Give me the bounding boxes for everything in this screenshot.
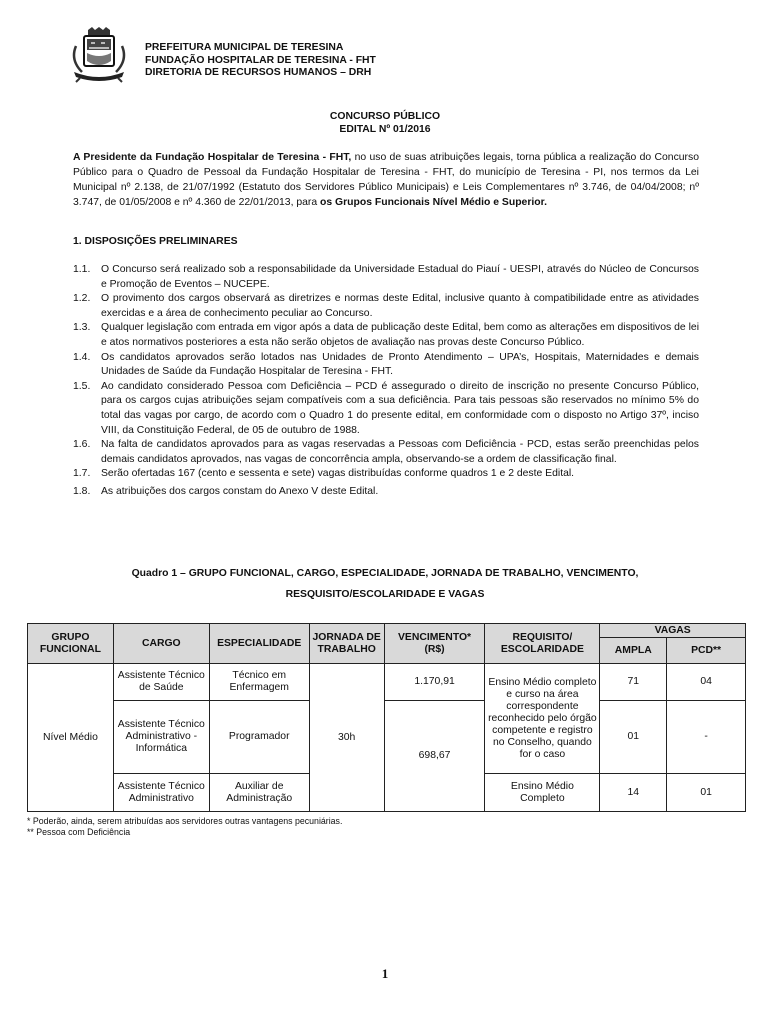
item-number: 1.7.	[73, 468, 91, 480]
list-item	[73, 380, 699, 438]
list-item	[73, 351, 699, 380]
list-item	[73, 321, 699, 350]
item-number: 1.8.	[73, 485, 91, 497]
cell-ampla: 14	[600, 774, 667, 812]
cell-ampla: 01	[600, 701, 667, 774]
intro-text: no uso de suas atribuições legais, torna pública a realização do Concurso Público para o Quadro de Pessoal da Fundação Hospitalar de Teresina - FHT, do município de Teresina - PI, nos termos da Lei Municipal nº 2.138, de 21/07/1992 (Estatuto dos Servidores Público Municipais) e Leis Complementares nº 3.746, de 04/04/2008; nº 3.747, de 01/05/2008 e nº 4.360 de 22/01/2013, para	[73, 152, 699, 208]
header-ampla: AMPLA	[600, 638, 667, 664]
vacancies-table	[27, 623, 746, 812]
list-item	[73, 485, 699, 500]
cell-requisito: Ensino Médio completo e curso na área correspondente reconhecido pelo órgão competente e registro no Conselho, quando for o caso	[485, 664, 600, 774]
intro-paragraph	[73, 150, 699, 210]
cell-especialidade: Programador	[209, 701, 309, 774]
item-number: 1.5.	[73, 380, 91, 392]
footnote-1: * Poderão, ainda, serem atribuídas aos servidores outras vantagens pecuniárias.	[27, 816, 343, 826]
quadro-title	[60, 563, 710, 605]
title-line-2: EDITAL Nº 01/2016	[339, 124, 431, 135]
item-number: 1.4.	[73, 351, 91, 363]
provisions-list	[73, 263, 699, 500]
table-footnotes	[27, 816, 342, 838]
cell-cargo: Assistente Técnico Administrativo	[113, 774, 209, 812]
item-number: 1.3.	[73, 322, 91, 334]
item-number: 1.1.	[73, 264, 91, 275]
cell-requisito: Ensino Médio Completo	[485, 774, 600, 812]
table-row	[28, 701, 746, 774]
list-item	[73, 438, 699, 467]
cell-cargo: Assistente Técnico Administrativo - Informática	[113, 701, 209, 774]
cell-pcd: 01	[667, 774, 746, 812]
cell-cargo: Assistente Técnico de Saúde	[113, 664, 209, 701]
header-grupo: GRUPO FUNCIONAL	[28, 624, 114, 664]
item-text: Ao candidato considerado Pessoa com Deficiência – PCD é assegurado o direito de inscrição no presente Concurso Público, para os cargos cujas atribuições sejam compatíveis com a sua deficiência. Para tais pessoas são reservados no mínimo 5% do total das vagas por cargo, de acordo com o Quadro 1 do presente edital, em conformidade com o disposto no Artigo 37º, inciso VIII, da Constituição Federal, de 05 de outubro de 1988.	[101, 380, 699, 436]
cell-jornada: 30h	[309, 664, 384, 812]
document-title	[0, 110, 770, 136]
cell-especialidade: Auxiliar de Administração	[209, 774, 309, 812]
title-line-1: CONCURSO PÚBLICO	[329, 111, 441, 122]
footnote-2: ** Pessoa com Deficiência	[27, 827, 131, 837]
header-line-2: FUNDAÇÃO HOSPITALAR DE TERESINA - FHT	[145, 54, 376, 66]
cell-ampla: 71	[600, 664, 667, 701]
header-vencimento: VENCIMENTO* (R$)	[384, 624, 485, 664]
header-requisito: REQUISITO/ ESCOLARIDADE	[485, 624, 600, 664]
intro-bold-end: os Grupos Funcionais Nível Médio e Superior.	[320, 197, 547, 208]
item-text: Os candidatos aprovados serão lotados nas Unidades de Pronto Atendimento – UPA’s, Hospitais, Maternidades e demais Unidades de Saúde da Fundação Hospitalar de Teresina - FHT.	[101, 351, 699, 378]
intro-bold-start: A Presidente da Fundação Hospitalar de Teresina - FHT,	[73, 152, 352, 163]
quadro-title-line-2: RESQUISITO/ESCOLARIDADE E VAGAS	[285, 589, 485, 600]
cell-pcd: -	[667, 701, 746, 774]
institution-header	[145, 42, 376, 80]
cell-especialidade: Técnico em Enfermagem	[209, 664, 309, 701]
item-text: Qualquer legislação com entrada em vigor após a data de publicação deste Edital, bem como as alterações em dispositivos de lei e atos normativos posteriores a esta não serão objetos de avaliação nas provas deste Concurso Público.	[101, 322, 699, 348]
list-item	[73, 292, 699, 321]
item-number: 1.2.	[73, 293, 91, 305]
cell-vencimento: 1.170,91	[384, 664, 485, 701]
item-text: As atribuições dos cargos constam do Anexo V deste Edital.	[101, 485, 379, 497]
item-text: Serão ofertadas 167 (cento e sessenta e sete) vagas distribuídas conforme quadros 1 e 2 deste Edital.	[101, 468, 575, 480]
item-text: O Concurso será realizado sob a responsabilidade da Universidade Estadual do Piauí - UESPI, através do Núcleo de Concursos e Promoção de Eventos – NUCEPE.	[101, 264, 699, 290]
teresina-coat-of-arms-icon	[70, 26, 128, 84]
header-line-3: DIRETORIA DE RECURSOS HUMANOS – DRH	[145, 67, 372, 78]
cell-vencimento: 698,67	[384, 701, 485, 812]
header-pcd: PCD**	[667, 638, 746, 664]
list-item	[73, 263, 699, 292]
cell-pcd: 04	[667, 664, 746, 701]
header-jornada: JORNADA DE TRABALHO	[309, 624, 384, 664]
item-number: 1.6.	[73, 439, 91, 451]
item-text: O provimento dos cargos observará as diretrizes e normas deste Edital, inclusive quanto à compatibilidade entre as atividades exercidas e a área de conhecimento peculiar ao Concurso.	[101, 293, 699, 319]
cell-grupo: Nível Médio	[28, 664, 114, 812]
quadro-title-line-1: Quadro 1 – GRUPO FUNCIONAL, CARGO, ESPECIALIDADE, JORNADA DE TRABALHO, VENCIMENTO,	[131, 568, 639, 579]
page-number: 1	[381, 966, 389, 981]
header-especialidade: ESPECIALIDADE	[209, 624, 309, 664]
section-heading: 1. DISPOSIÇÕES PRELIMINARES	[73, 236, 238, 247]
list-item	[73, 467, 699, 482]
header-line-1: PREFEITURA MUNICIPAL DE TERESINA	[145, 42, 344, 53]
header-cargo: CARGO	[113, 624, 209, 664]
table-row	[28, 664, 746, 701]
header-vagas: VAGAS	[600, 624, 746, 638]
item-text: Na falta de candidatos aprovados para as vagas reservadas a Pessoas com Deficiência - PCD, estas serão preenchidas pelos demais candidatos aprovados, nas vagas de concorrência ampla, observando-se a ordem de classificação final.	[101, 439, 699, 465]
